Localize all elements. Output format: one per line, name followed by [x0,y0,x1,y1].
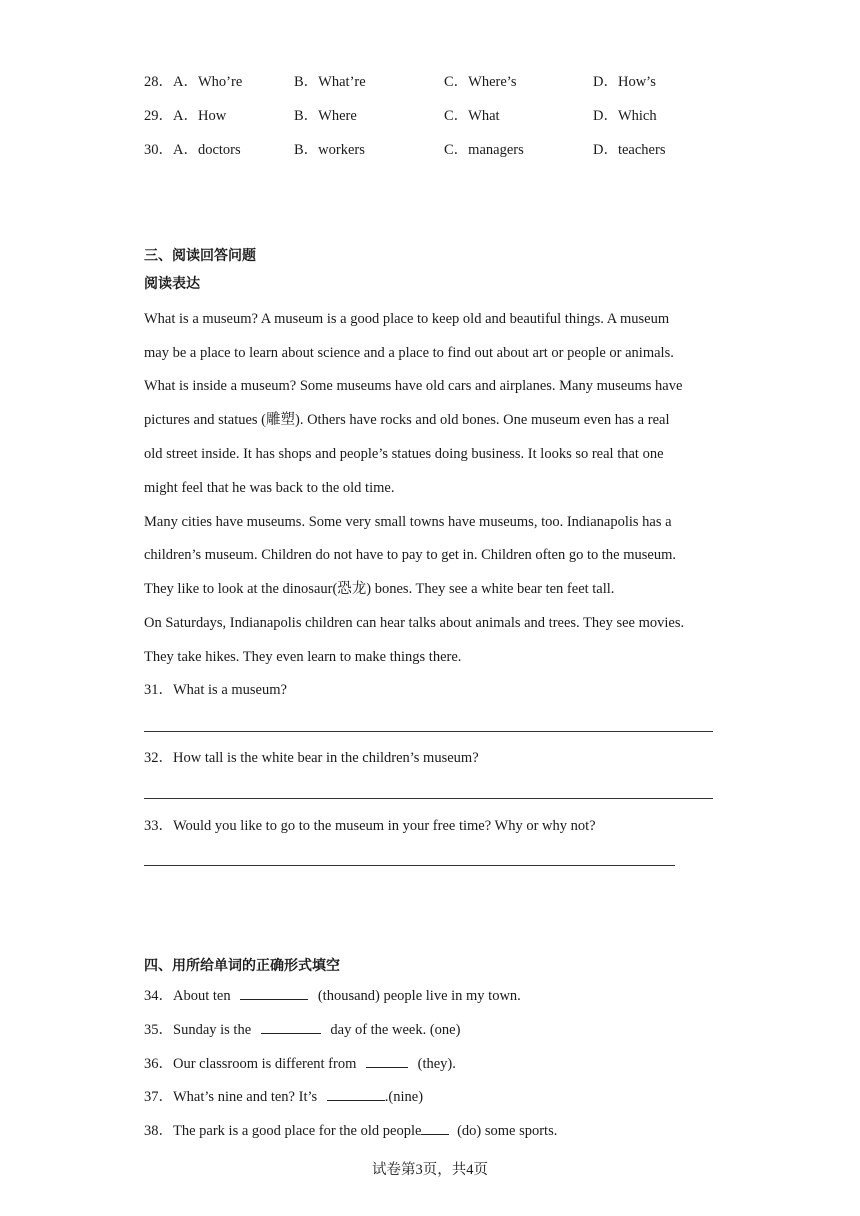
section-title: 四、用所给单词的正确形式填空 [144,958,340,974]
section-subtitle: 阅读表达 [144,276,200,292]
fill-item [144,1053,456,1074]
question: 32．How tall is the white bear in the children’s museum? [144,750,479,766]
fill-blank[interactable] [327,1086,385,1101]
fill-blank[interactable] [366,1053,408,1068]
passage-line: They take hikes. They even learn to make things there. [144,649,462,665]
question: 31．What is a museum? [144,682,287,698]
fill-text-after: (they). [413,1056,456,1072]
passage-line: may be a place to learn about science and a place to find out about art or people or animals. [144,345,674,361]
option-c: C．What [444,108,500,124]
fill-text-before: 36．Our classroom is different from [144,1056,360,1072]
option-c: C．managers [444,142,524,158]
passage-line: old street inside. It has shops and people’s statues doing business. It looks so real that one [144,446,664,462]
question: 33．Would you like to go to the museum in your free time? Why or why not? [144,818,596,834]
fill-item [144,1120,557,1141]
fill-text-before: 35．Sunday is the [144,1022,255,1038]
passage-line: On Saturdays, Indianapolis children can hear talks about animals and trees. They see movies. [144,615,685,631]
passage-line: What is inside a museum? Some museums have old cars and airplanes. Many museums have [144,378,683,394]
option-a: 29．A．How [144,108,227,124]
mc-row [144,140,744,160]
option-b: B．Where [294,108,357,124]
passage-line: pictures and statues (雕塑). Others have rocks and old bones. One museum even has a real [144,412,670,428]
fill-item [144,1086,423,1107]
fill-blank[interactable] [261,1019,321,1034]
fill-text-before: 34．About ten [144,988,235,1004]
mc-row [144,106,744,126]
fill-blank[interactable] [421,1120,449,1135]
mc-row [144,72,744,92]
page-footer: 试卷第3页，共4页 [372,1162,488,1178]
passage-line: Many cities have museums. Some very small towns have museums, too. Indianapolis has a [144,514,672,530]
fill-text-after: (do) some sports. [453,1123,558,1139]
passage-line: They like to look at the dinosaur(恐龙) bones. They see a white bear ten feet tall. [144,581,615,597]
passage-line: might feel that he was back to the old time. [144,480,395,496]
fill-text-after: day of the week. (one) [326,1022,461,1038]
answer-line[interactable] [144,798,713,799]
fill-item [144,985,521,1006]
answer-line[interactable] [144,731,713,732]
option-b: B．What’re [294,74,366,90]
option-c: C．Where’s [444,74,517,90]
passage-line: children’s museum. Children do not have to pay to get in. Children often go to the museum. [144,547,676,563]
option-b: B．workers [294,142,365,158]
fill-item [144,1019,460,1040]
option-a: 30．A．doctors [144,142,241,158]
option-d: D．teachers [593,142,666,158]
option-d: D．How’s [593,74,656,90]
passage-line: What is a museum? A museum is a good place to keep old and beautiful things. A museum [144,311,670,327]
fill-text-after: .(nine) [384,1089,424,1105]
fill-blank[interactable] [240,985,308,1000]
fill-text-before: 37．What’s nine and ten? It’s [144,1089,321,1105]
option-d: D．Which [593,108,657,124]
fill-text-after: (thousand) people live in my town. [314,988,521,1004]
option-a: 28．A．Who’re [144,74,243,90]
section-title: 三、阅读回答问题 [144,248,256,264]
answer-line[interactable] [144,865,675,866]
fill-text-before: 38．The park is a good place for the old people [144,1123,422,1139]
